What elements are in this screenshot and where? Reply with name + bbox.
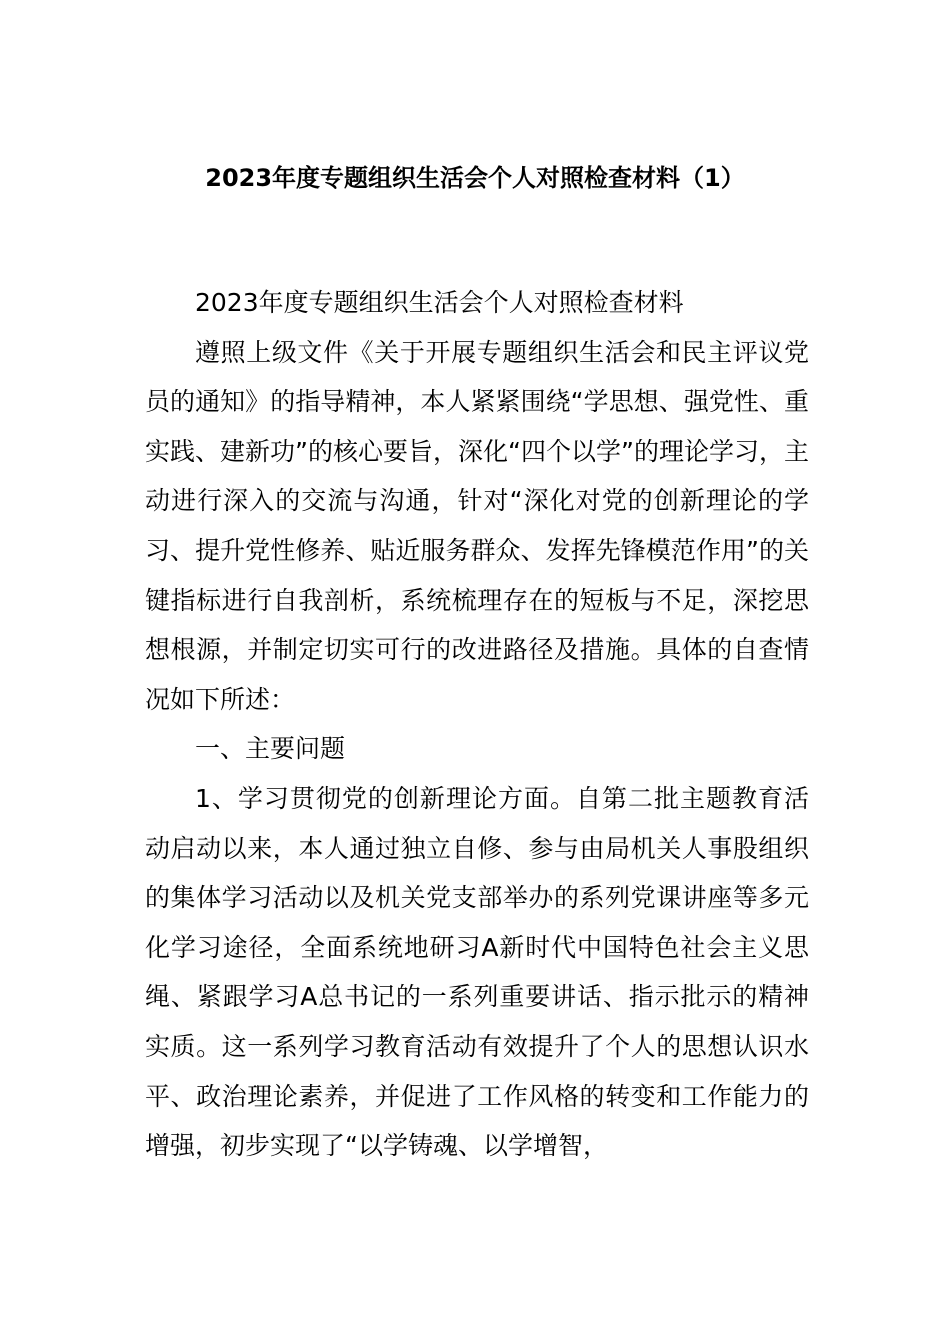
body-paragraph-intro: 遵照上级文件《关于开展专题组织生活会和民主评议党员的通知》的指导精神，本人紧紧围绕“学思想、强党性、重实践、建新功”的核心要旨，深化“四个以学”的理论学习，主动进行深入的交流与沟通，针对“深化对党的创新理论的学习、提升党性修养、贴近服务群众、发挥先锋模范作用”的关键指标进行自我剖析，系统梳理存在的短板与不足，深挖思想根源，并制定切实可行的改进路径及措施。具体的自查情况如下所述： <box>145 337 809 714</box>
section-heading-main-issues: 一、主要问题 <box>195 734 346 764</box>
document-title: 2023年度专题组织生活会个人对照检查材料（1） <box>205 164 745 192</box>
body-paragraph-item-1: 1、学习贯彻党的创新理论方面。自第二批主题教育活动启动以来，本人通过独立自修、参与由局机关人事股组织的集体学习活动以及机关党支部举办的系列党课讲座等多元化学习途径，全面系统地研习A新时代中国特色社会主义思绳、紧跟学习A总书记的一系列重要讲话、指示批示的精神实质。这一系列学习教育活动有效提升了个人的思想认识水平、政治理论素养，并促进了工作风格的转变和工作能力的增强，初步实现了“以学铸魂、以学增智， <box>145 783 809 1161</box>
document-body <box>145 278 809 1171</box>
body-paragraph-subtitle: 2023年度专题组织生活会个人对照检查材料 <box>195 288 684 317</box>
